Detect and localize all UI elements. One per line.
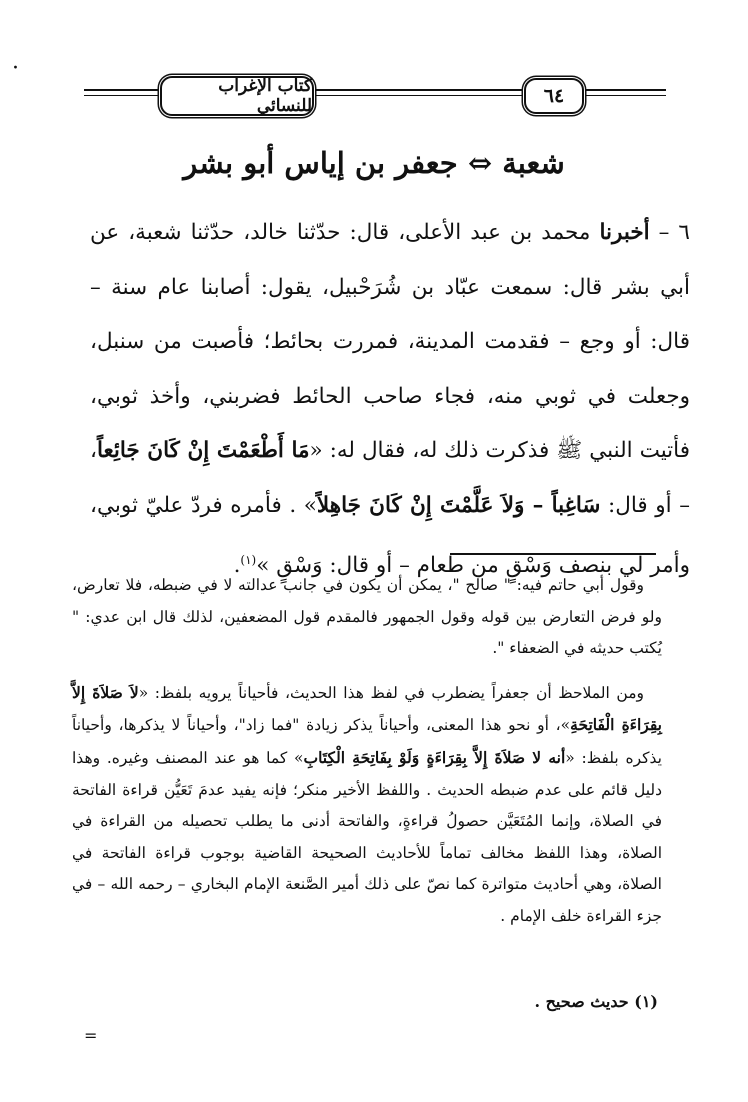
note-2-quote-2: أنه لا صَلاَةَ إِلاَّ بِقِرَاءَةٍ وَلَوْ بِفَاتِحَةِ الْكِتَابِ (303, 747, 566, 767)
header-rule-right-bottom (580, 95, 666, 96)
hadith-end: . (233, 553, 241, 579)
note-2-text-a: ومن الملاحظ أن جعفراً يضطرب في لفظ هذا الحديث، فأحياناً يرويه بلفظ: « (138, 683, 644, 702)
footnote-ref: (١) (240, 553, 257, 567)
notes-section (72, 570, 662, 945)
hadith-number: ٦ – (658, 220, 690, 245)
header-rule-left-top (84, 89, 160, 91)
page-number-text: ٦٤ (543, 85, 565, 107)
hadith-text-1: محمد بن عبد الأعلى، قال: حدّثنا خالد، حدّثنا شعبة، عن أبي بشر قال: سمعت عبّاد بن شُرَحْبيل، يقول: أصابنا عام سنة – قال: أو وجع – فقدمت المدينة، فمررت بحائط؛ فأصبت من سنبل، وجعلت في ثوبي منه، فجاء صاحب الحائط فضربني، وأخذ ثوبي، فأتيت النبي ﷺ فذكرت ذلك له، فقال له: « (90, 220, 690, 463)
chapter-heading: شعبة ⇔ جعفر بن إياس أبو بشر (183, 146, 565, 180)
footnote-number: (١) (634, 992, 658, 1011)
note-2-quote-1: لاَ صَلاَةَ إِلاَّ بِقِرَاءَةِ الْفَاتِحَةِ (72, 682, 662, 735)
page-number (524, 78, 584, 114)
hadith-quote-1: مَا أَطْعَمْتَ إِنْ كَانَ جَائِعاً (96, 438, 310, 463)
note-2-text-b: »، أو نحو هذا المعنى، وأحياناً يذكر زيادة "فما زاد"، وأحياناً لا يذكرها، وأحياناً يذكره بلفظ: « (72, 716, 662, 767)
hadith-text-2: ، – أو قال: (90, 438, 690, 518)
footnote (158, 992, 658, 1011)
header-rule-left-bottom (84, 95, 160, 96)
note-paragraph-2 (72, 677, 662, 933)
hadith-lead-word: أخبرنا (599, 220, 650, 245)
footnote-separator (450, 553, 656, 555)
running-title (160, 76, 314, 116)
header-rule-middle-top (310, 89, 524, 91)
top-dot: · (12, 56, 19, 81)
hadith-text-3: » . فأمره فردّ عليّ ثوبي، وأمر لي بنصف وَسْقٍ من طعام – أو قال: وَسْقٍ » (90, 492, 690, 579)
hadith-text (90, 206, 690, 594)
header-rule-right-top (580, 89, 666, 91)
hadith-quote-2: سَاغِباً – وَلاَ عَلَّمْتَ إِنْ كَانَ جَاهِلاً (316, 492, 601, 518)
note-paragraph-1: وقول أبي حاتم فيه: " صالح "، يمكن أن يكون في جانب عدالته لا في ضبطه، فلا تعارض، ولو فرض التعارض بين قوله وقول الجمهور فالمقدم قول المضعفين، لذلك قال ابن عدي: " يُكتب حديثه في الضعفاء ". (72, 576, 662, 658)
bottom-mark: = (84, 1026, 98, 1045)
header-rule-middle-bottom (310, 95, 524, 96)
note-2-text-c: » كما هو عند المصنف وغيره. وهذا دليل قائم على عدم ضبطه الحديث . واللفظ الأخير منكر؛ فإنه يفيد عدمَ تَعَيُّن قراءة الفاتحة في الصلاة، وإنما المُتَعَيَّن حصولُ قراءةٍ، والفاتحة أدنى ما يطلب تحصيله من القراءة في الصلاة، وهذا اللفظ مخالف تماماً للأحاديث الصحيحة القاضية بوجوب قراءة الفاتحة في الصلاة، وهي أحاديث متواترة كما نصّ على ذلك أمير الصَّنعة الإمام البخاري – رحمه الله – في جزء القراءة خلف الإمام . (72, 748, 662, 925)
footnote-text: حديث صحيح . (534, 992, 629, 1011)
running-title-text: كتاب الإغراب للنسائي (218, 76, 312, 116)
